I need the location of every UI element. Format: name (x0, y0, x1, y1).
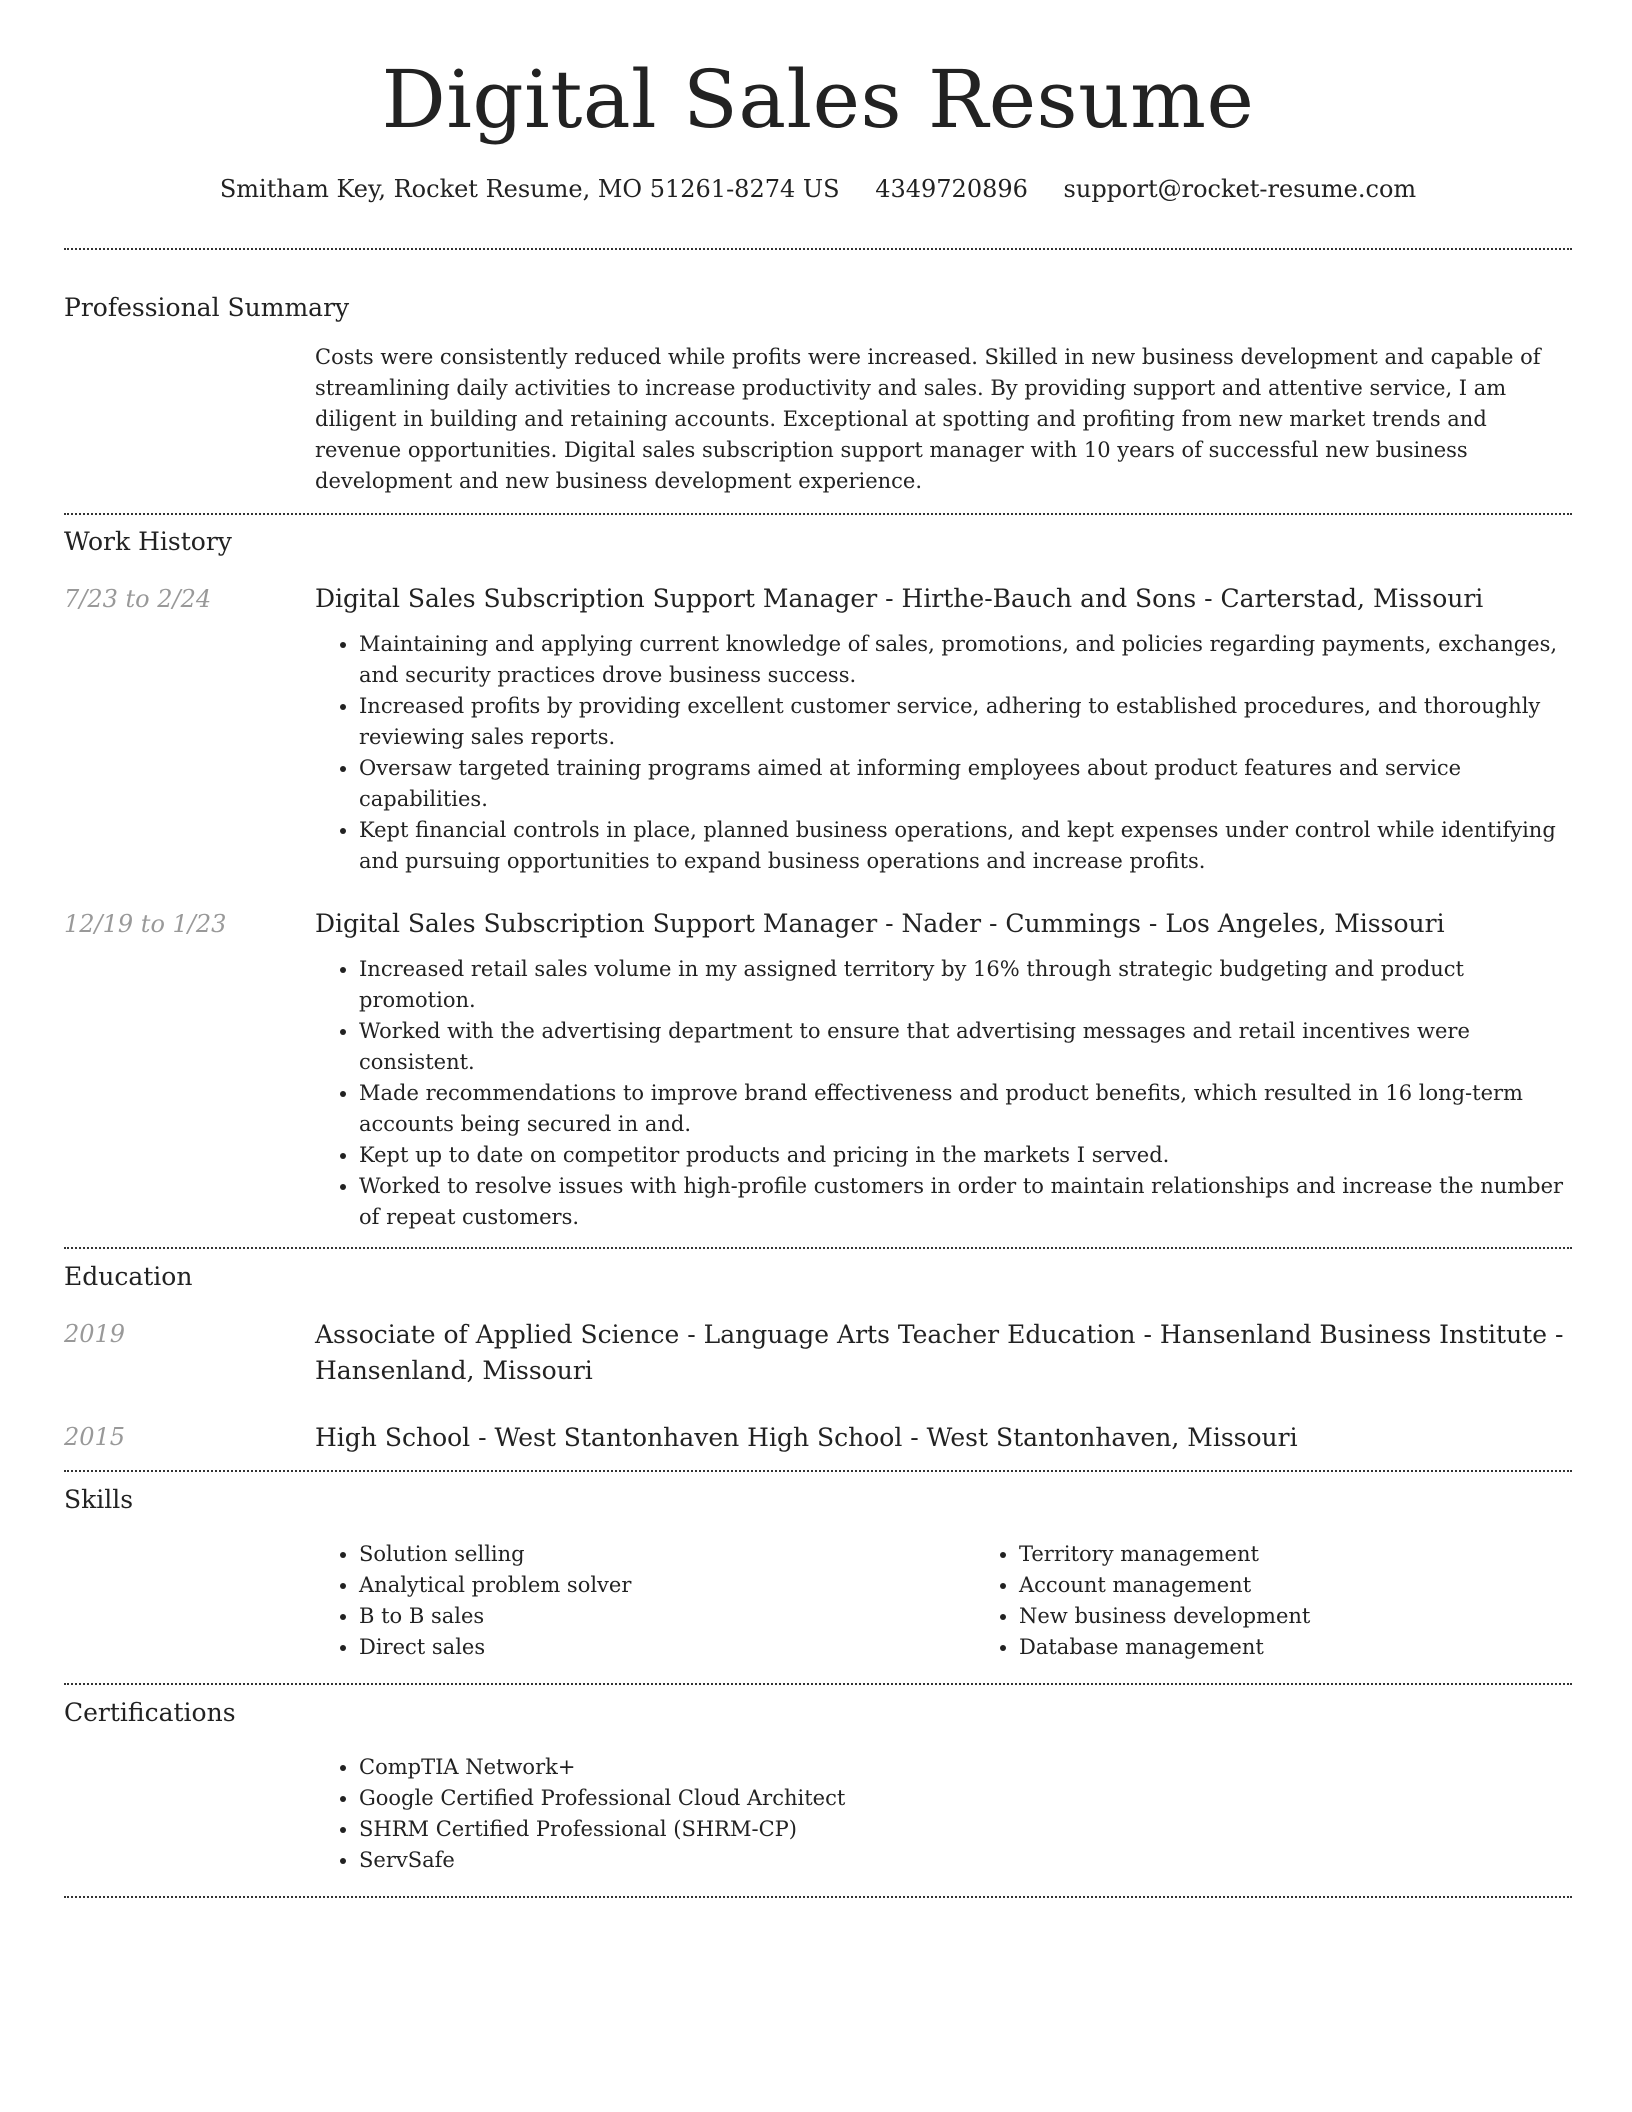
resume-title: Digital Sales Resume (381, 53, 1255, 146)
certifications-list (315, 1752, 1572, 1876)
skills-heading: Skills (64, 1485, 134, 1514)
work-history-heading: Work History (64, 527, 232, 556)
list-item: • CompTIA Network+ (359, 1752, 1572, 1783)
list-item: • Oversaw targeted training programs aimed at informing employees about product features and service capabilities. (359, 753, 1572, 815)
list-item: • Direct sales (359, 1632, 975, 1663)
skills-list (315, 1539, 975, 1663)
resume-page (64, 0, 1572, 1898)
job-bullets (315, 629, 1572, 877)
divider (64, 1896, 1572, 1898)
education-section (64, 1249, 1572, 1470)
list-item: • SHRM Certified Professional (SHRM-CP) (359, 1814, 1572, 1845)
list-item: • Database management (1019, 1632, 1632, 1663)
education-heading-line: Associate of Applied Science - Language Arts Teacher Education - Hansenland Business Institute - Hansenland, Missouri (315, 1320, 1564, 1385)
contact-address: Smitham Key, Rocket Resume, MO 51261-8274 US (219, 175, 840, 203)
education-entry (64, 1317, 1572, 1389)
job-title: Digital Sales Subscription Support Manager (315, 584, 878, 613)
list-item: • Account management (1019, 1570, 1632, 1601)
work-history-section (64, 515, 1572, 1247)
job-heading: Digital Sales Subscription Support Manager - Hirthe-Bauch and Sons - Carterstad, Missouri (315, 584, 1484, 613)
contact-phone: 4349720896 (875, 175, 1028, 203)
job-location: Los Angeles, Missouri (1165, 909, 1445, 938)
list-item: • Territory management (1019, 1539, 1632, 1570)
list-item: • Maintaining and applying current knowledge of sales, promotions, and policies regarding payments, exchanges, and security practices drove business success. (359, 629, 1572, 691)
contact-line (64, 174, 1572, 204)
list-item: • Increased profits by providing excellent customer service, adhering to established procedures, and thoroughly reviewing sales reports. (359, 691, 1572, 753)
list-item: • Solution selling (359, 1539, 975, 1570)
list-item: • Increased retail sales volume in my assigned territory by 16% through strategic budgeting and product promotion. (359, 954, 1572, 1016)
list-item: • Analytical problem solver (359, 1570, 975, 1601)
certifications-heading: Certifications (64, 1698, 236, 1727)
list-item: • Worked with the advertising department to ensure that advertising messages and retail incentives were consistent. (359, 1016, 1572, 1078)
summary-heading: Professional Summary (64, 293, 350, 322)
education-heading: Education (64, 1262, 193, 1291)
certifications-section (64, 1685, 1572, 1896)
job-title: Digital Sales Subscription Support Manager (315, 909, 878, 938)
job-dates: 12/19 to 1/23 (64, 910, 227, 938)
job-company: Hirthe-Bauch and Sons (901, 584, 1197, 613)
contact-email: support@rocket-resume.com (1063, 175, 1417, 203)
job-entry (64, 582, 1572, 877)
list-item: • Kept financial controls in place, planned business operations, and kept expenses under control while identifying and pursuing opportunities to expand business operations and increase profits. (359, 815, 1572, 877)
job-dates: 7/23 to 2/24 (64, 585, 212, 613)
list-item: • New business development (1019, 1601, 1632, 1632)
job-location: Carterstad, Missouri (1220, 584, 1484, 613)
job-entry (64, 907, 1572, 1233)
job-company: Nader - Cummings (901, 909, 1141, 938)
list-item: • B to B sales (359, 1601, 975, 1632)
list-item: • Made recommendations to improve brand effectiveness and product benefits, which resulted in 16 long-term accounts being secured in and. (359, 1078, 1572, 1140)
list-item: • Kept up to date on competitor products and pricing in the markets I served. (359, 1140, 1572, 1171)
summary-section (64, 250, 1572, 513)
education-school: Hansenland Business Institute - Hansenland, Missouri (315, 1320, 1564, 1385)
job-heading: Digital Sales Subscription Support Manager - Nader - Cummings - Los Angeles, Missouri (315, 909, 1445, 938)
skills-list (975, 1539, 1632, 1663)
education-year: 2015 (64, 1423, 126, 1451)
education-degree: Associate of Applied Science - Language Arts Teacher Education (315, 1320, 1136, 1349)
list-item: • Google Certified Professional Cloud Architect (359, 1783, 1572, 1814)
summary-text: Costs were consistently reduced while profits were increased. Skilled in new business development and capable of streamlining daily activities to increase productivity and sales. By providing support and attentive service, I am diligent in building and retaining accounts. Exceptional at spotting and profiting from new market trends and revenue opportunities. Digital sales subscription support manager with 10 years of successful new business development and new business development experience. (315, 345, 1541, 493)
list-item: • ServSafe (359, 1845, 1572, 1876)
education-year: 2019 (64, 1320, 126, 1348)
education-school: West Stantonhaven High School - West Stantonhaven, Missouri (494, 1423, 1298, 1452)
education-heading-line: High School - West Stantonhaven High School - West Stantonhaven, Missouri (315, 1423, 1298, 1452)
skills-section (64, 1472, 1572, 1683)
job-bullets (315, 954, 1572, 1233)
education-entry (64, 1420, 1572, 1456)
education-degree: High School (315, 1423, 471, 1452)
list-item: • Worked to resolve issues with high-profile customers in order to maintain relationships and increase the number of repeat customers. (359, 1171, 1572, 1233)
